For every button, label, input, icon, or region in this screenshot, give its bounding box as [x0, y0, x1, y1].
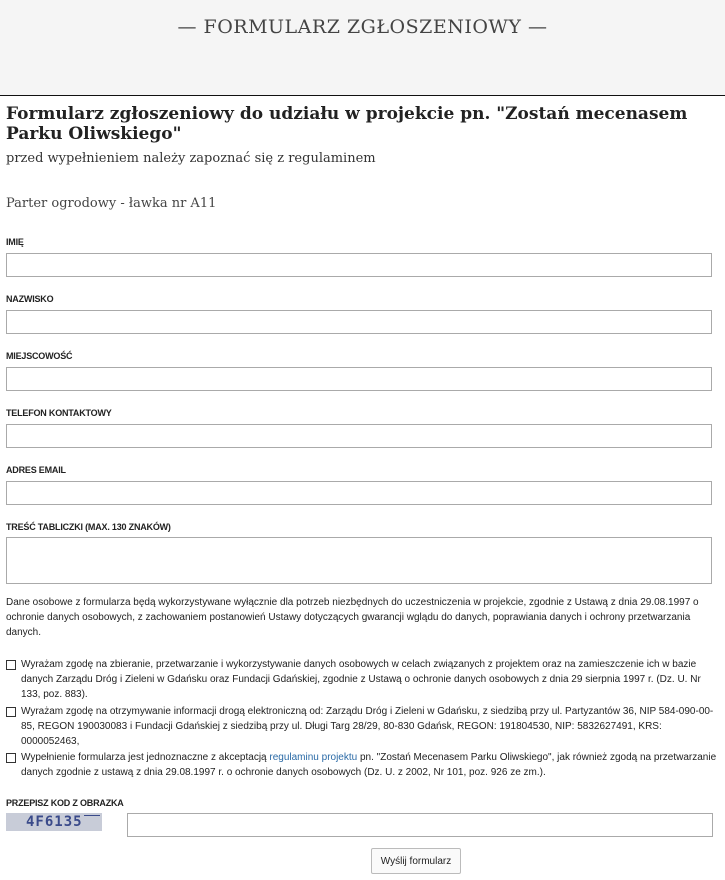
bench-info: Parter ogrodowy - ławka nr A11	[6, 196, 217, 211]
consent-data-processing-text: Wyrażam zgodę na zbieranie, przetwarzanie i wykorzystywanie danych osobowych w celach związanych z projektem oraz na zamieszczenie ich w bazie danych Zarządu Dróg i Zieleni w Gdańsku oraz Fundacji Gdańskiej, zgodnie z Ustawą o ochronie danych osobowych z dnia 29 sierpnia 1997 r. (Dz. U. Nr 133, poz. 883).	[21, 659, 701, 700]
consent-regulations-prefix: Wypełnienie formularza jest jednoznaczne z akceptacją	[21, 752, 270, 763]
first-name-label: IMIĘ	[6, 237, 24, 247]
email-input[interactable]	[6, 481, 712, 505]
captcha-label: PRZEPISZ KOD Z OBRAZKA	[6, 798, 124, 808]
submit-button[interactable]: Wyślij formularz	[371, 848, 461, 874]
consent-regulations-checkbox[interactable]	[6, 753, 16, 763]
plaque-text-textarea[interactable]	[6, 537, 712, 584]
consent-data-processing-checkbox[interactable]	[6, 660, 16, 670]
top-banner	[0, 0, 725, 96]
phone-input[interactable]	[6, 424, 712, 448]
city-label: MIEJSCOWOŚĆ	[6, 351, 73, 361]
consent-regulations-text	[21, 750, 718, 780]
captcha-image	[6, 813, 102, 831]
regulations-link[interactable]: regulaminu projektu	[269, 752, 358, 763]
banner-title: — FORMULARZ ZGŁOSZENIOWY —	[177, 16, 548, 38]
last-name-input[interactable]	[6, 310, 712, 334]
consent-electronic-info-checkbox[interactable]	[6, 707, 16, 717]
consent-electronic-info-text: Wyrażam zgodę na otrzymywanie informacji drogą elektroniczną od: Zarządu Dróg i Zieleni w Gdańsku, z siedzibą przy ul. Partyzantów 36, NIP 584-090-00-85, REGON 190030083 i Fundacji Gdańskiej z siedzibą przy ul. Długi Targ 28/29, 80-830 Gdańsk, REGON: 191804530, NIP: 5832627491, KRS: 0000052463,	[21, 706, 714, 747]
privacy-note: Dane osobowe z formularza będą wykorzystywane wyłącznie dla potrzeb niezbędnych do uczestniczenia w projekcie, zgodnie z Ustawą z dnia 29.08.1997 o ochronie danych osobowych, z zachowaniem postanowień Ustawy dotyczących gwarancji wglądu do danych, poprawiania danych i ochrony przetwarzania danych.	[6, 597, 699, 638]
captcha-input[interactable]	[127, 813, 713, 837]
plaque-text-label: TREŚĆ TABLICZKI (MAX. 130 ZNAKÓW)	[6, 522, 171, 532]
form-heading: Formularz zgłoszeniowy do udziału w projekcie pn. "Zostań mecenasem Parku Oliwskiego"	[6, 104, 688, 144]
first-name-input[interactable]	[6, 253, 712, 277]
form-subheading: przed wypełnieniem należy zapoznać się z regulaminem	[6, 151, 376, 166]
consent-regulations	[6, 750, 718, 780]
city-input[interactable]	[6, 367, 712, 391]
consent-electronic-info	[6, 704, 718, 749]
email-label: ADRES EMAIL	[6, 465, 66, 475]
last-name-label: NAZWISKO	[6, 294, 54, 304]
consent-regulations-suffix: pn. "Zostań Mecenasem Parku Oliwskiego", jak również zgodą na przetwarzanie danych zgodnie z ustawą z dnia 29.08.1997 r. o ochronie danych osobowych (Dz. U. z 2002, Nr 101, poz. 926 ze zm.).	[21, 752, 717, 778]
phone-label: TELEFON KONTAKTOWY	[6, 408, 112, 418]
consent-data-processing	[6, 657, 718, 702]
captcha-noise-line	[84, 815, 100, 816]
captcha-image-text: 4F6135	[26, 814, 83, 830]
